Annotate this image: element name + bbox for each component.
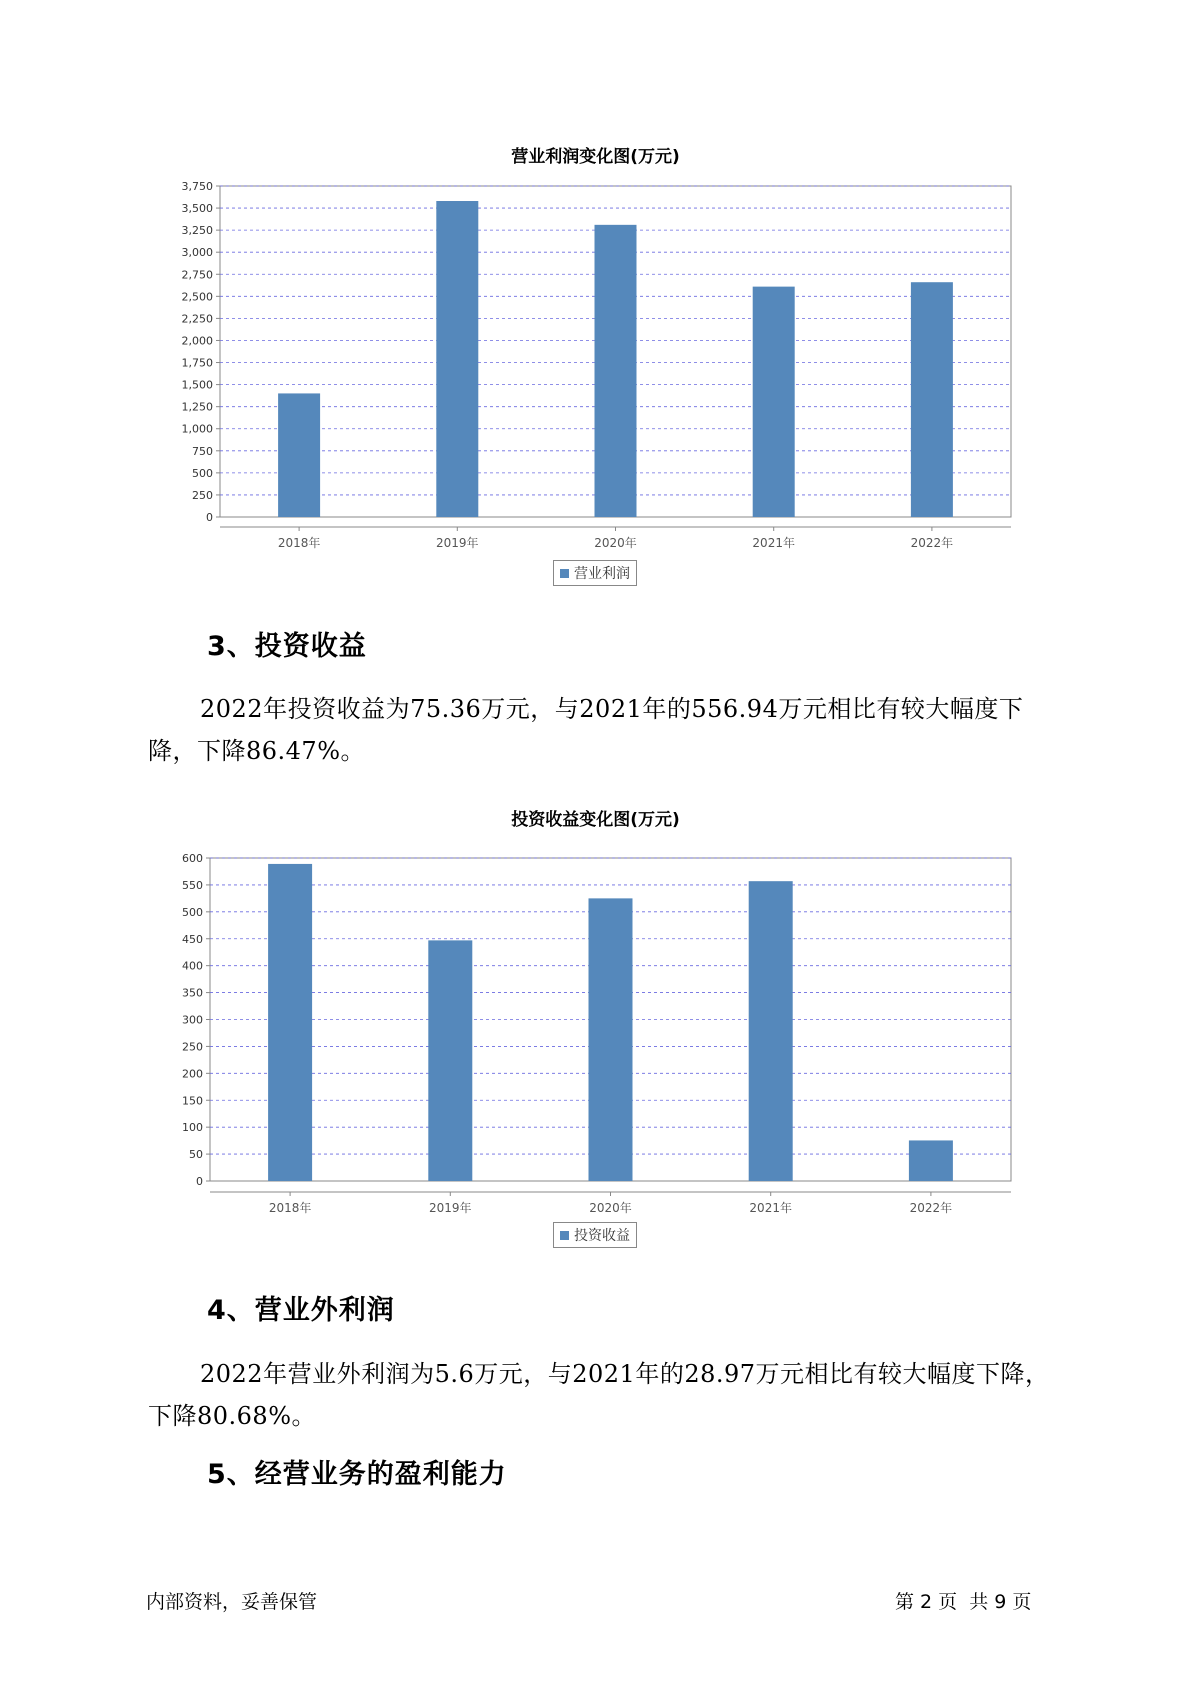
y-tick-label: 1,750	[181, 356, 213, 370]
bar	[749, 881, 793, 1181]
legend-swatch	[560, 569, 569, 578]
y-tick-label: 1,500	[181, 378, 213, 392]
y-tick-label: 750	[192, 444, 213, 458]
x-tick-label: 2020年	[594, 536, 637, 550]
y-tick-label: 250	[182, 1040, 203, 1054]
section3-paragraph: 2022年投资收益为75.36万元，与2021年的556.94万元相比有较大幅度下降，下降86.47%。	[148, 695, 1024, 765]
investment-income-chart	[0, 840, 1191, 1215]
y-tick-label: 350	[182, 986, 203, 1000]
y-tick-label: 2,750	[181, 268, 213, 282]
y-tick-label: 250	[192, 488, 213, 502]
y-tick-label: 0	[206, 511, 213, 524]
y-tick-label: 3,750	[181, 180, 213, 193]
y-tick-label: 3,500	[181, 202, 213, 216]
y-tick-label: 500	[182, 905, 203, 919]
x-tick-label: 2018年	[268, 1201, 312, 1215]
bar	[911, 282, 953, 517]
y-tick-label: 400	[182, 959, 203, 973]
x-tick-label: 2022年	[909, 1201, 953, 1215]
y-tick-label: 500	[192, 466, 213, 480]
bar	[278, 393, 320, 517]
section4-heading: 4、营业外利润	[207, 1295, 395, 1326]
y-tick-label: 300	[182, 1013, 203, 1027]
chart2-legend	[553, 1222, 637, 1248]
y-tick-label: 600	[182, 852, 203, 865]
y-tick-label: 50	[189, 1148, 203, 1162]
legend-swatch	[560, 1231, 569, 1240]
bar	[589, 898, 633, 1181]
bar	[436, 201, 478, 517]
x-tick-label: 2022年	[910, 536, 954, 550]
bar	[268, 864, 312, 1181]
y-tick-label: 2,500	[181, 290, 213, 304]
chart1-legend	[553, 560, 637, 586]
y-tick-label: 3,250	[181, 224, 213, 238]
y-tick-label: 3,000	[181, 246, 213, 260]
y-tick-label: 450	[182, 932, 203, 946]
section4-paragraph: 2022年营业外利润为5.6万元，与2021年的28.97万元相比有较大幅度下降，下降80.68%。	[148, 1360, 1050, 1430]
bar	[595, 225, 637, 517]
y-tick-label: 1,000	[181, 422, 213, 436]
x-tick-label: 2019年	[436, 536, 479, 550]
y-tick-label: 200	[182, 1067, 203, 1081]
chart1-title: 营业利润变化图(万元)	[511, 147, 680, 167]
x-tick-label: 2019年	[429, 1201, 472, 1215]
x-tick-label: 2020年	[589, 1201, 632, 1215]
y-tick-label: 2,250	[181, 312, 213, 326]
x-tick-label: 2018年	[277, 536, 321, 550]
y-tick-label: 150	[182, 1094, 203, 1108]
chart2-legend-label: 投资收益	[574, 1228, 630, 1244]
footer-confidential-note: 内部资料，妥善保管	[146, 1591, 318, 1613]
footer-page-number: 第 2 页 共 9 页	[895, 1591, 1032, 1613]
section5-heading: 5、经营业务的盈利能力	[207, 1459, 507, 1490]
chart1-legend-label: 营业利润	[574, 566, 630, 582]
y-tick-label: 2,000	[181, 334, 213, 348]
y-tick-label: 550	[182, 878, 203, 892]
section3-heading: 3、投资收益	[207, 631, 367, 662]
bar	[428, 940, 472, 1181]
chart2-title: 投资收益变化图(万元)	[511, 810, 680, 830]
bar	[753, 287, 795, 517]
y-tick-label: 1,250	[181, 400, 213, 414]
bar	[909, 1140, 953, 1181]
x-tick-label: 2021年	[749, 1201, 792, 1215]
operating-profit-chart	[0, 160, 1191, 550]
y-tick-label: 0	[196, 1175, 203, 1188]
x-tick-label: 2021年	[752, 536, 795, 550]
y-tick-label: 100	[182, 1121, 203, 1135]
